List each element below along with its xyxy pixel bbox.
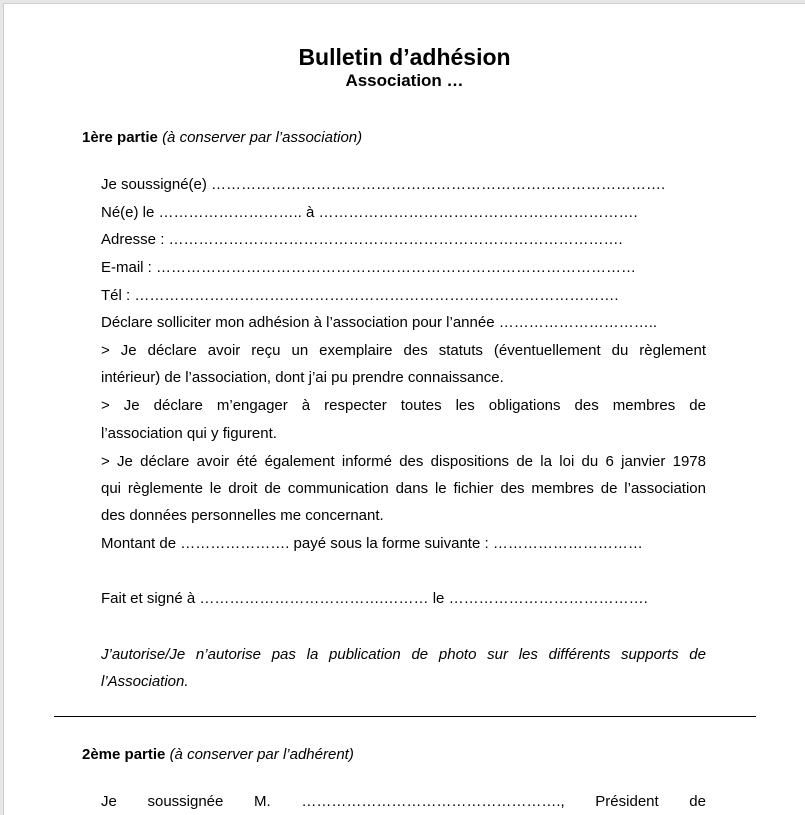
field-montant: Montant de …………………. payé sous la forme suivante : …………………………	[101, 535, 643, 552]
part2-heading-note: (à conserver par l’adhérent)	[169, 746, 354, 763]
engagement-line-2: l’association qui y figurent.	[101, 425, 277, 442]
part1-heading-row	[82, 128, 362, 148]
autorisation-line-1: J’autorise/Je n’autorise pas la publication de photo sur les différents supports de	[101, 646, 706, 663]
part2-soussigne-line: Je soussignée M. ……………………………………………., Président de	[101, 793, 706, 810]
part2-heading-row	[82, 745, 354, 765]
part1-heading-note: (à conserver par l’association)	[162, 129, 363, 146]
part1-heading: 1ère partie	[82, 129, 158, 146]
loi-line-3: des données personnelles me concernant.	[101, 507, 384, 524]
statuts-line-1: > Je déclare avoir reçu un exemplaire des statuts (éventuellement du règlement	[101, 342, 706, 359]
engagement-line-1: > Je déclare m’engager à respecter toutes les obligations des membres de	[101, 397, 706, 414]
declaration-adhesion: Déclare solliciter mon adhésion à l’association pour l’année …………………………..	[101, 314, 658, 331]
loi-line-2: qui règlemente le droit de communication dans le fichier des membres de l’association	[101, 480, 706, 497]
cut-line-divider	[54, 716, 756, 717]
field-naissance: Né(e) le ……………………….. à ……………………………………………………….	[101, 204, 638, 221]
field-telephone: Tél : …………………………………………………………………………………….	[101, 287, 619, 304]
field-email: E-mail : ……………………………………………………………………………………	[101, 259, 637, 276]
field-soussigne: Je soussigné(e) ……………………………………………………………………………….	[101, 176, 666, 193]
document-title: Bulletin d’adhésion	[298, 44, 511, 70]
part2-heading: 2ème partie	[82, 746, 166, 763]
autorisation-line-2: l’Association.	[101, 673, 189, 690]
document-subtitle: Association …	[345, 71, 464, 90]
field-fait-signe: Fait et signé à ……………………………….……… le ………………………………….	[101, 590, 648, 607]
field-adresse: Adresse : ……………………………………………………………………………….	[101, 231, 623, 248]
document-page	[4, 4, 805, 815]
loi-line-1: > Je déclare avoir été également informé des dispositions de la loi du 6 janvier 1978	[101, 453, 706, 470]
statuts-line-2: intérieur) de l’association, dont j’ai pu prendre connaissance.	[101, 369, 504, 386]
